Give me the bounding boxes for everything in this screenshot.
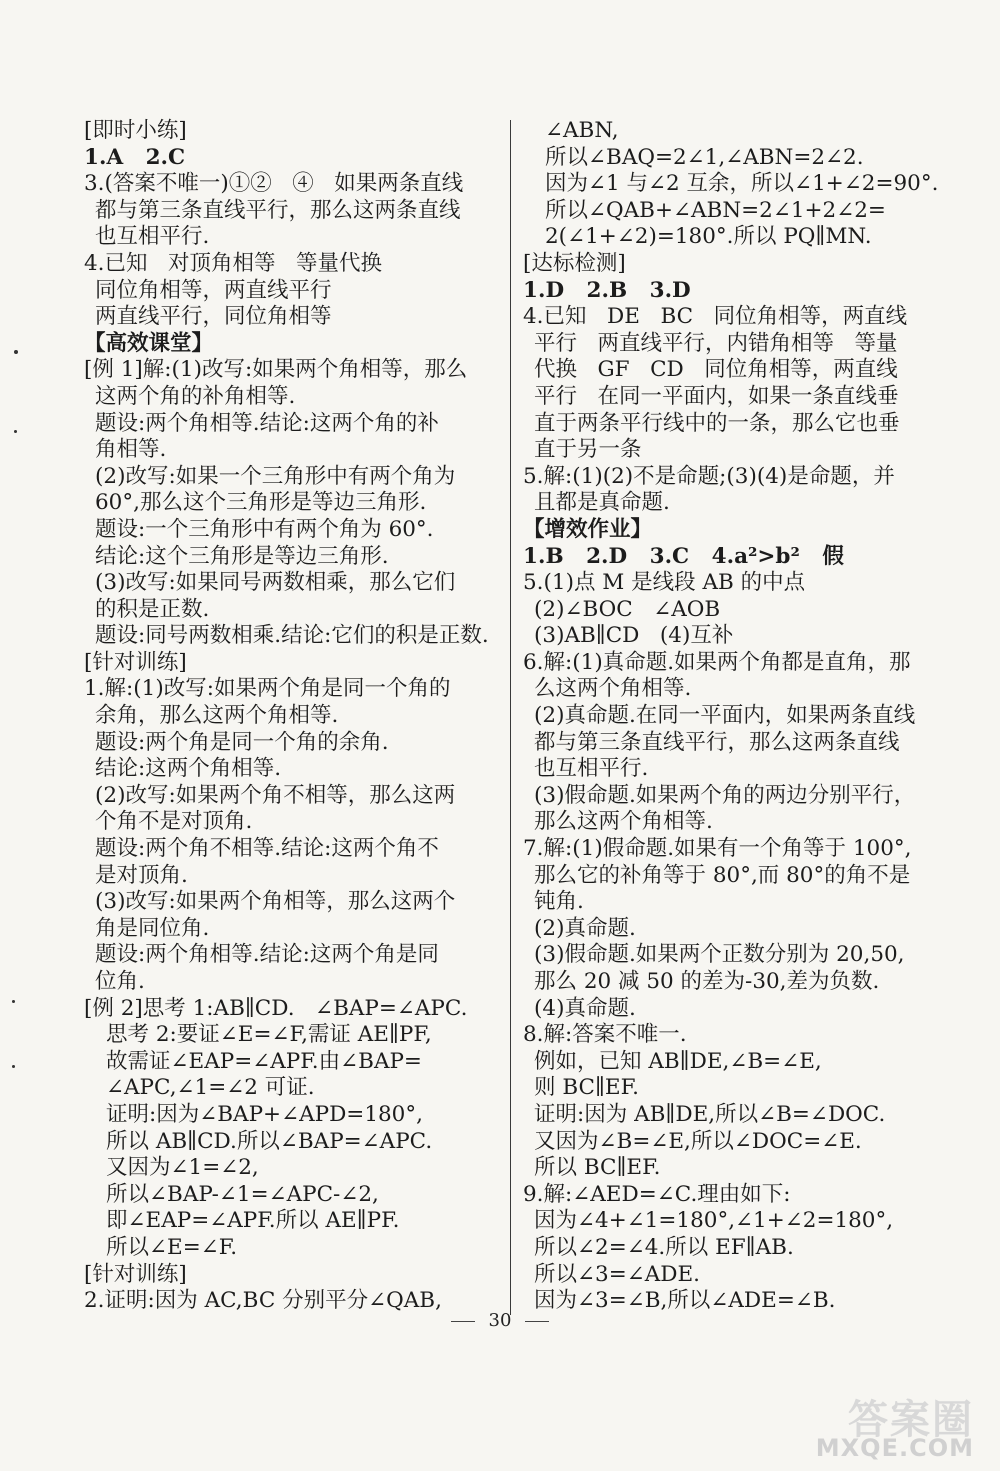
text-line: 4.已知 对顶角相等 等量代换 xyxy=(84,250,383,276)
text-line: 位角. xyxy=(95,969,145,994)
page-number: 30 xyxy=(488,1310,512,1331)
text-line: 7.解:(1)假命题.如果有一个角等于 100°, xyxy=(523,836,912,862)
text-line: 因为∠3=∠B,所以∠ADE=∠B. xyxy=(534,1288,836,1314)
text-line: 那么它的补角等于 80°,而 80°的角不是 xyxy=(534,862,911,888)
text-line: 代换 GF CD 同位角相等，两直线 xyxy=(534,357,898,383)
text-line: 所以 BC∥EF. xyxy=(534,1155,661,1181)
text-line: [例 1]解:(1)改写:如果两个角相等，那么 xyxy=(84,357,468,383)
text-line: 角是同位角. xyxy=(95,915,210,941)
text-line: 余角，那么这两个角相等. xyxy=(95,703,339,729)
left-column xyxy=(84,118,500,1315)
text-line: 结论:这个三角形是等边三角形. xyxy=(95,543,389,569)
text-line: 题设:一个三角形中有两个角为 60°. xyxy=(95,516,434,542)
text-line: 又因为∠1=∠2, xyxy=(106,1155,259,1181)
text-line: 即∠EAP=∠APF.所以 AE∥PF. xyxy=(106,1208,400,1234)
text-line: 么这两个角相等. xyxy=(534,676,692,702)
text-line: 也互相平行. xyxy=(95,224,210,250)
text-line: 思考 2:要证∠E=∠F,需证 AE∥PF, xyxy=(106,1022,432,1048)
text-line: 同位角相等，两直线平行 xyxy=(95,277,332,303)
text-line: [针对训练] xyxy=(84,1261,187,1287)
page-footer xyxy=(0,1310,1000,1331)
scan-speck xyxy=(14,430,17,433)
text-line: 那么这两个角相等. xyxy=(534,809,713,835)
text-line: 题设:两个角是同一个角的余角. xyxy=(95,729,389,755)
text-line: [例 2]思考 1:AB∥CD. ∠BAP=∠APC. xyxy=(84,995,468,1021)
text-line: 结论:这两个角相等. xyxy=(95,756,282,782)
text-line: 因为∠1 与∠2 互余，所以∠1+∠2=90°. xyxy=(545,171,939,197)
text-line: [达标检测] xyxy=(523,250,626,276)
text-line: (3)假命题.如果两个角的两边分别平行， xyxy=(534,782,916,808)
text-line: 2.证明:因为 AC,BC 分别平分∠QAB, xyxy=(84,1288,442,1314)
watermark-glyphs: 答案圈 xyxy=(848,1397,974,1443)
text-line: 6.解:(1)真命题.如果两个角都是直角，那 xyxy=(523,649,911,675)
text-line: 直于两条平行线中的一条，那么它也垂 xyxy=(534,410,900,436)
text-line: 钝角. xyxy=(534,889,584,915)
text-line: (2)真命题.在同一平面内，如果两条直线 xyxy=(534,703,916,729)
text-line: [针对训练] xyxy=(84,649,187,675)
text-line: 直于另一条 xyxy=(534,437,642,463)
text-line: (3)假命题.如果两个正数分别为 20,50, xyxy=(534,942,905,968)
text-line: 证明:因为∠BAP+∠APD=180°, xyxy=(106,1101,423,1127)
text-line: 两直线平行，同位角相等 xyxy=(95,304,332,330)
text-line: 因为∠4+∠1=180°,∠1+∠2=180°, xyxy=(534,1208,894,1234)
text-line: 所以 AB∥CD.所以∠BAP=∠APC. xyxy=(106,1128,433,1154)
text-line: (3)AB∥CD (4)互补 xyxy=(534,623,734,649)
text-line: 4.已知 DE BC 同位角相等，两直线 xyxy=(523,304,908,330)
text-line: 9.解:∠AED=∠C.理由如下: xyxy=(523,1181,791,1207)
text-line: 个角不是对顶角. xyxy=(95,809,253,835)
text-line: 且都是真命题. xyxy=(534,490,670,516)
section-heading: 【高效课堂】 xyxy=(84,330,214,356)
text-line: 60°,那么这个三角形是等边三角形. xyxy=(95,490,427,516)
text-line: 8.解:答案不唯一. xyxy=(523,1022,687,1048)
text-line: ∠APC,∠1=∠2 可证. xyxy=(106,1075,315,1101)
text-line: 所以∠QAB+∠ABN=2∠1+2∠2= xyxy=(545,197,886,223)
text-line: 5.(1)点 M 是线段 AB 的中点 xyxy=(523,570,806,596)
footer-dash-left xyxy=(451,1321,475,1322)
text-line: 1.B 2.D 3.C 4.a²>b² 假 xyxy=(523,543,844,569)
text-line: 都与第三条直线平行，那么这两条直线 xyxy=(95,197,461,223)
text-line: 题设:两个角不相等.结论:这两个角不 xyxy=(95,836,439,862)
text-line: 那么 20 减 50 的差为-30,差为负数. xyxy=(534,969,880,994)
text-line: ∠ABN, xyxy=(545,118,619,143)
column-divider xyxy=(510,120,511,1315)
text-line: (2)改写:如果一个三角形中有两个角为 xyxy=(95,463,456,489)
text-line: 所以∠BAP-∠1=∠APC-∠2, xyxy=(106,1181,379,1207)
text-line: (3)改写:如果两个角相等，那么这两个 xyxy=(95,889,456,915)
text-line: (4)真命题. xyxy=(534,995,636,1021)
text-line: 角相等. xyxy=(95,437,167,463)
text-line: 5.解:(1)(2)不是命题;(3)(4)是命题，并 xyxy=(523,463,895,489)
text-line: (2)改写:如果两个角不相等，那么这两 xyxy=(95,782,456,808)
text-line: 又因为∠B=∠E,所以∠DOC=∠E. xyxy=(534,1128,862,1154)
text-line: 1.A 2.C xyxy=(84,144,186,170)
text-line: 这两个角的补角相等. xyxy=(95,383,296,409)
text-line: 所以∠2=∠4.所以 EF∥AB. xyxy=(534,1234,794,1260)
section-heading: 【增效作业】 xyxy=(523,516,653,542)
text-line: 所以∠BAQ=2∠1,∠ABN=2∠2. xyxy=(545,144,864,170)
text-line: 则 BC∥EF. xyxy=(534,1075,640,1101)
text-line: 平行 两直线平行，内错角相等 等量 xyxy=(534,330,898,356)
scan-speck xyxy=(12,1065,15,1068)
text-line: 3.(答案不唯一)①② ④ 如果两条直线 xyxy=(84,171,464,197)
right-column xyxy=(523,118,943,1315)
text-line: 1.D 2.B 3.D xyxy=(523,277,691,303)
text-line: 故需证∠EAP=∠APF.由∠BAP= xyxy=(106,1048,422,1074)
text-line: (3)改写:如果同号两数相乘，那么它们 xyxy=(95,570,456,596)
text-line: 都与第三条直线平行，那么这两条直线 xyxy=(534,729,900,755)
watermark-logo xyxy=(724,1388,974,1468)
text-line: (2)真命题. xyxy=(534,915,636,941)
scan-speck xyxy=(12,1000,15,1003)
text-line: 题设:同号两数相乘.结论:它们的积是正数. xyxy=(95,623,489,649)
text-line: 所以∠3=∠ADE. xyxy=(534,1261,701,1287)
text-line: 例如，已知 AB∥DE,∠B=∠E, xyxy=(534,1048,822,1074)
text-line: 平行 在同一平面内，如果一条直线垂 xyxy=(534,383,899,409)
text-line: 题设:两个角相等.结论:这两个角的补 xyxy=(95,410,439,436)
text-line: 是对顶角. xyxy=(95,862,188,888)
text-line: [即时小练] xyxy=(84,118,187,143)
text-line: 1.解:(1)改写:如果两个角是同一个角的 xyxy=(84,676,451,702)
text-line: 也互相平行. xyxy=(534,756,649,782)
text-line: 的积是正数. xyxy=(95,596,210,622)
footer-dash-right xyxy=(525,1321,549,1322)
text-line: (2)∠BOC ∠AOB xyxy=(534,596,721,622)
text-line: 题设:两个角相等.结论:这两个角是同 xyxy=(95,942,439,968)
scan-speck xyxy=(14,350,18,354)
watermark-url: MXQE.COM xyxy=(815,1434,974,1462)
text-line: 证明:因为 AB∥DE,所以∠B=∠DOC. xyxy=(534,1101,886,1127)
text-line: 2(∠1+∠2)=180°.所以 PQ∥MN. xyxy=(545,224,872,250)
text-line: 所以∠E=∠F. xyxy=(106,1234,238,1260)
